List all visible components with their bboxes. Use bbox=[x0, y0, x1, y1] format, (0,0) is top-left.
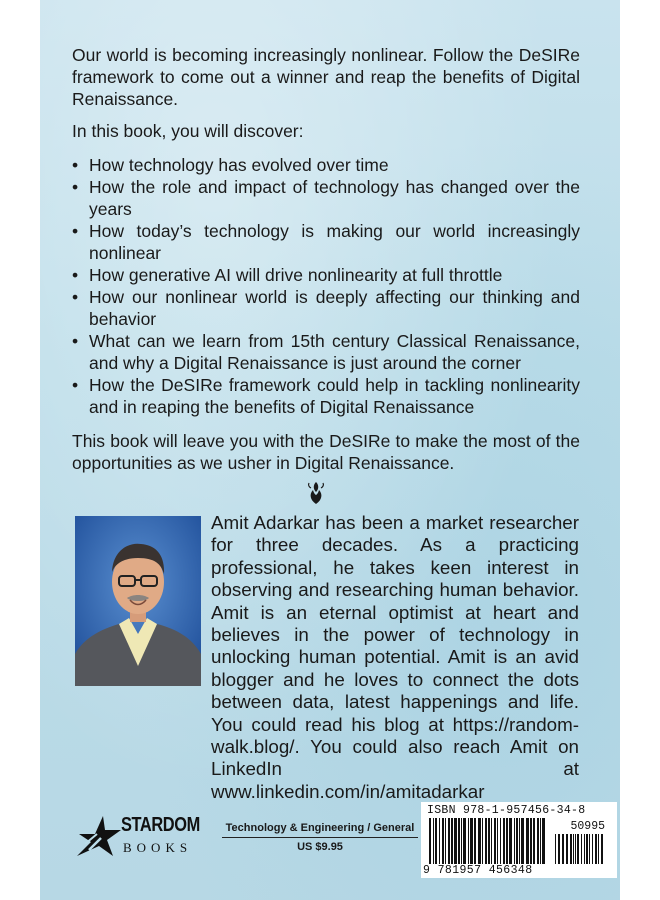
lotus-flourish-icon bbox=[305, 480, 327, 506]
isbn-number: ISBN 978-1-957456-34-8 bbox=[427, 804, 586, 817]
list-item: • How technology has evolved over time bbox=[72, 154, 580, 176]
list-item: • How our nonlinear world is deeply affecting our thinking and behavior bbox=[72, 286, 580, 330]
discover-list bbox=[72, 154, 580, 418]
publisher-subname: BOOKS bbox=[123, 840, 193, 855]
book-back-cover bbox=[40, 0, 620, 900]
star-logo-icon bbox=[75, 812, 123, 860]
list-item: • How generative AI will drive nonlinearity at full throttle bbox=[72, 264, 580, 286]
list-item: • What can we learn from 15th century Classical Renaissance, and why a Digital Renaissance is just around the corner bbox=[72, 330, 580, 374]
author-bio: Amit Adarkar has been a market researcher for three decades. As a practicing professional, he takes keen interest in observing and researching human behavior. Amit is an eternal optimist at heart and believes in the power of technology in unlocking human potential. Amit is an avid blogger and he loves to connect the dots between data, latest happenings and life. You could read his blog at https://random-walk.blog/. You could also reach Amit on LinkedIn at www.linkedin.com/in/amitadarkar bbox=[211, 512, 579, 802]
list-item: • How the DeSIRe framework could help in tackling nonlinearity and in reaping the benefits of Digital Renaissance bbox=[72, 374, 580, 418]
intro-paragraph: Our world is becoming increasingly nonlinear. Follow the DeSIRe framework to come out a winner and reap the benefits of Digital Renaissance. bbox=[72, 45, 580, 109]
book-price: US $9.95 bbox=[297, 841, 343, 853]
isbn-barcode bbox=[421, 802, 617, 878]
barcode-digits: 9 781957 456348 bbox=[423, 864, 533, 877]
barcode-bars bbox=[427, 818, 607, 864]
author-photo bbox=[75, 516, 201, 686]
publisher-name: STARDOM bbox=[121, 814, 200, 836]
list-item: • How the role and impact of technology has changed over the years bbox=[72, 176, 580, 220]
closing-paragraph: This book will leave you with the DeSIRe to make the most of the opportunities as we usher in Digital Renaissance. bbox=[72, 431, 580, 473]
price-code: 50995 bbox=[570, 820, 605, 833]
discover-heading: In this book, you will discover: bbox=[72, 121, 304, 141]
list-item: • How today’s technology is making our world increasingly nonlinear bbox=[72, 220, 580, 264]
publisher-logo bbox=[75, 812, 215, 860]
book-category: Technology & Engineering / General bbox=[222, 822, 418, 838]
